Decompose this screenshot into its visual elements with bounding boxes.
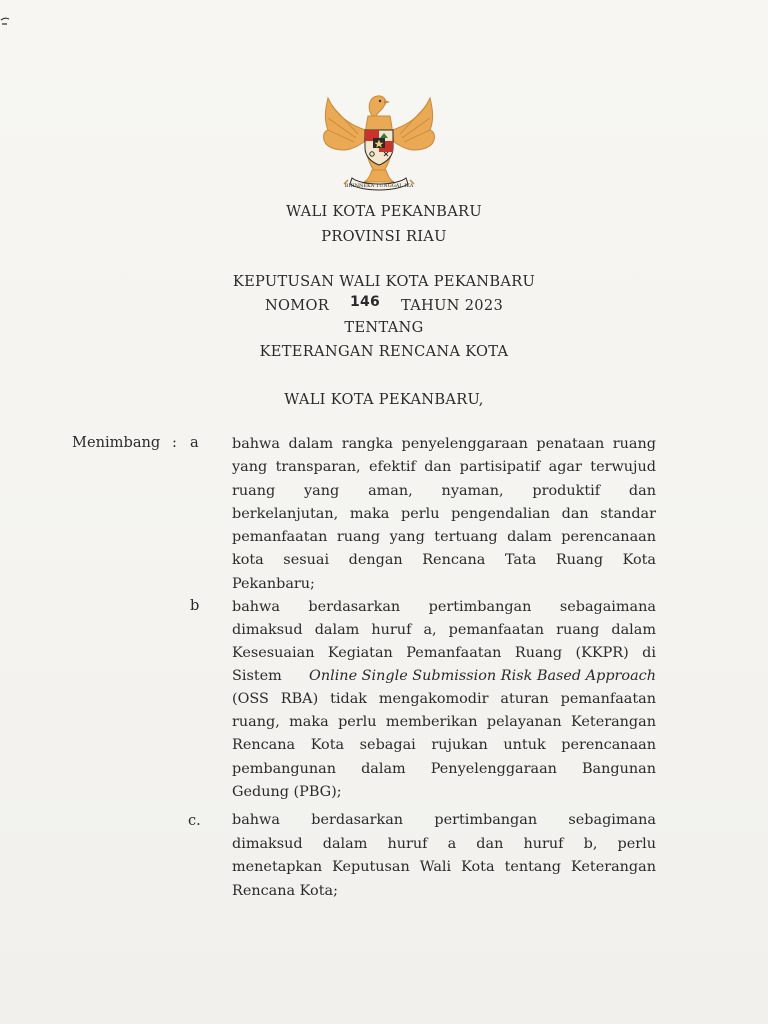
item-letter-c: c. <box>188 812 201 829</box>
garuda-pancasila-emblem-icon <box>318 86 440 194</box>
corner-scan-mark <box>0 14 14 30</box>
item-letter-b: b <box>190 597 200 614</box>
item-c-line: bahwa berdasarkan pertimbangan sebagimana <box>232 812 656 828</box>
item-c-line: menetapkan Keputusan Wali Kota tentang Keterangan <box>232 859 656 875</box>
header-province: PROVINSI RIAU <box>321 228 447 245</box>
item-c-line: Rencana Kota; <box>232 883 338 899</box>
oss-italic-phrase: Online Single Submission Risk Based Approach <box>309 668 656 684</box>
decree-year: TAHUN 2023 <box>400 297 504 314</box>
item-letter-a: a <box>190 434 199 451</box>
item-a-line: kota sesuai dengan Rencana Tata Ruang Kota <box>232 552 656 568</box>
decree-number-line <box>0 294 768 314</box>
item-a-line: pemanfaatan ruang yang tertuang dalam perencanaan <box>232 529 656 545</box>
decree-title: KEPUTUSAN WALI KOTA PEKANBARU <box>232 273 536 290</box>
considerations-colon: : <box>172 434 177 451</box>
item-b-line: Kesesuaian Kegiatan Pemanfaatan Ruang (KKPR) di <box>232 645 656 661</box>
authority-line: WALI KOTA PEKANBARU, <box>284 391 484 408</box>
decree-about: TENTANG <box>344 319 424 336</box>
item-b-line-italic <box>232 665 656 687</box>
item-a-line: bahwa dalam rangka penyelenggaraan penataan ruang <box>232 436 656 452</box>
emblem-motto: BHINNEKA TUNGGAL IKA <box>344 183 414 189</box>
item-a-line: ruang yang aman, nyaman, produktif dan <box>232 483 656 499</box>
item-b-line: (OSS RBA) tidak mengakomodir aturan pemanfaatan <box>232 691 656 707</box>
decree-subject: KETERANGAN RENCANA KOTA <box>259 343 509 360</box>
item-b-line: Rencana Kota sebagai rujukan untuk perencanaan <box>232 737 656 753</box>
sistem-word: Sistem <box>232 668 282 684</box>
item-b-line: ruang, maka perlu memberikan pelayanan Keterangan <box>232 714 656 730</box>
considerations-label: Menimbang <box>72 434 161 451</box>
item-b-line: dimaksud dalam huruf a, pemanfaatan ruang dalam <box>232 622 656 638</box>
item-b-line: Gedung (PBG); <box>232 784 342 800</box>
item-a-line: Pekanbaru; <box>232 576 315 592</box>
decree-number-label: NOMOR <box>264 297 330 314</box>
item-c-line: dimaksud dalam huruf a dan huruf b, perlu <box>232 836 656 852</box>
item-b-line: bahwa berdasarkan pertimbangan sebagaimana <box>232 599 656 615</box>
header-official: WALI KOTA PEKANBARU <box>286 203 482 220</box>
decree-number-value: 146 <box>349 294 381 310</box>
item-a-line: yang transparan, efektif dan partisipatif agar terwujud <box>232 459 656 475</box>
item-b-line: pembangunan dalam Penyelenggaraan Bangunan <box>232 761 656 777</box>
item-a-line: berkelanjutan, maka perlu pengendalian dan standar <box>232 506 656 522</box>
